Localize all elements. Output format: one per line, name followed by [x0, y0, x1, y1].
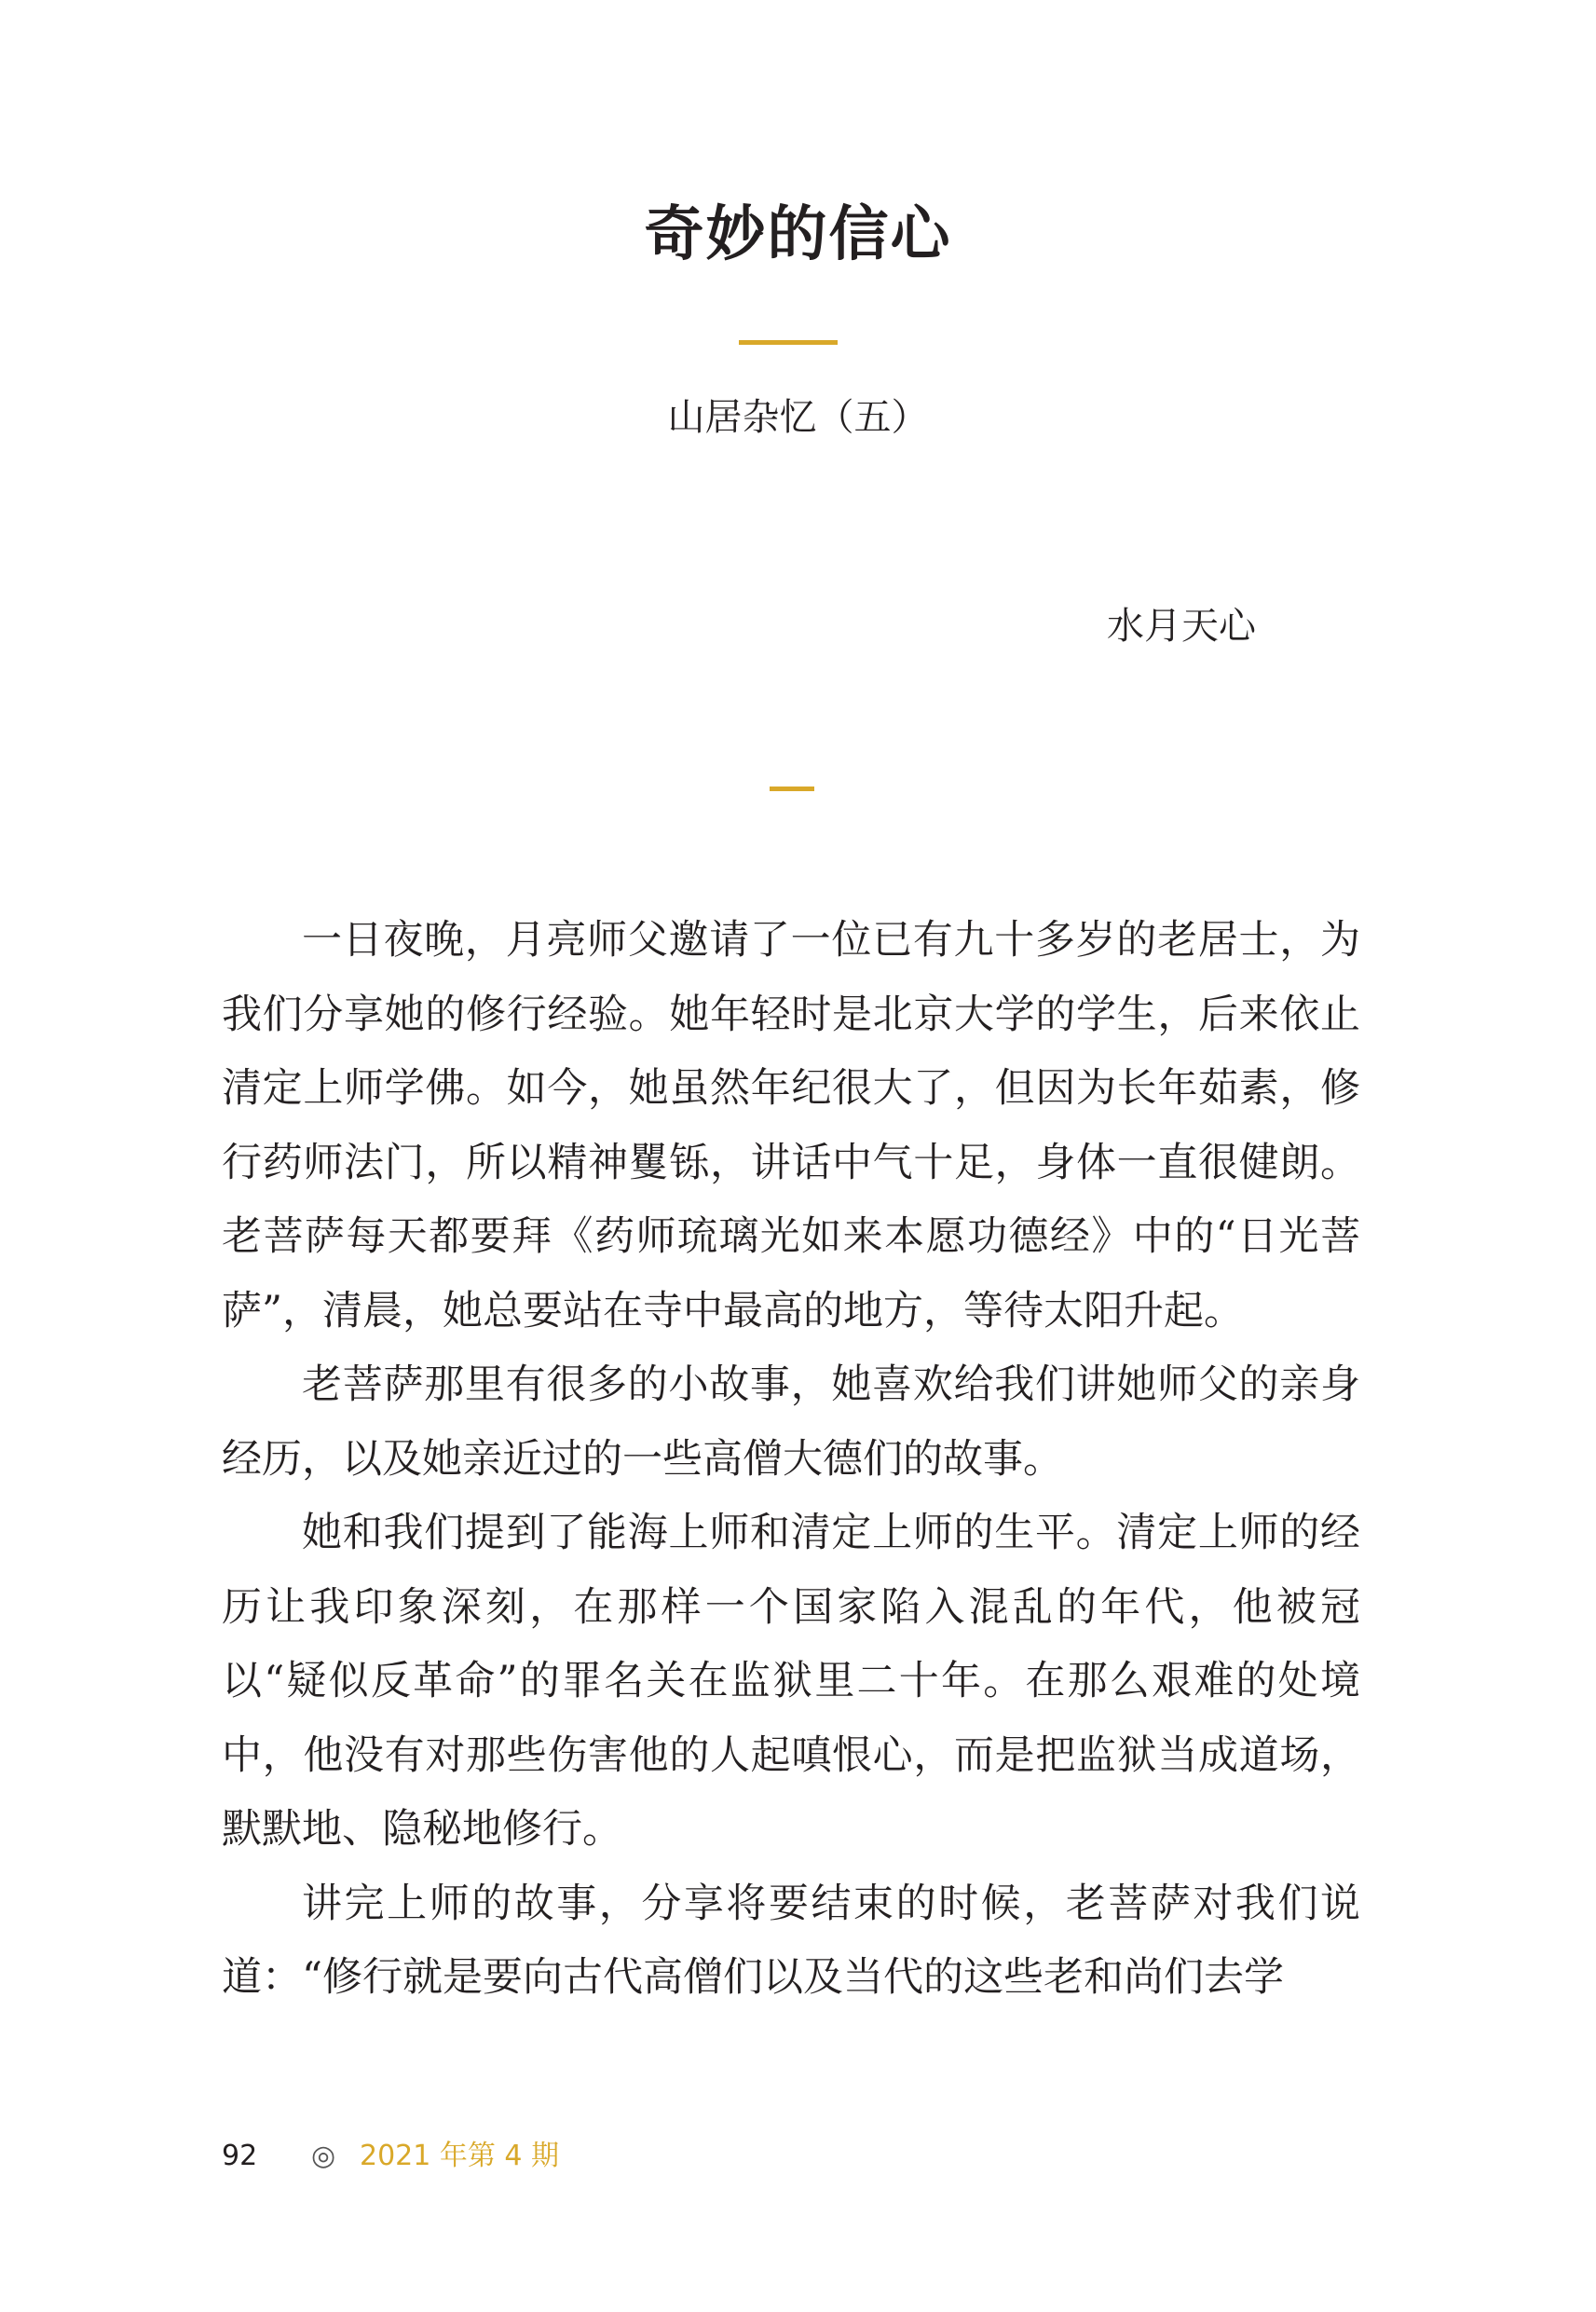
section-number-one	[770, 787, 814, 791]
author-name: 水月天心	[1107, 605, 1256, 648]
paragraph-3: 她和我们提到了能海上师和清定上师的生平。清定上师的经历让我印象深刻，在那样一个国家陷入混乱的年代，他被冠以“疑似反革命”的罪名关在监狱里二十年。在那么艰难的处境中，他没有对那些伤害他的人起嗔恨心，而是把监狱当成道场，默默地、隐秘地修行。	[222, 1510, 1360, 1853]
article-title: 奇妙的信心	[644, 199, 952, 269]
paragraph-1: 一日夜晚，月亮师父邀请了一位已有九十多岁的老居士，为我们分享她的修行经验。她年轻时是北京大学的学生，后来依止清定上师学佛。如今，她虽然年纪很大了，但因为长年茹素，修行药师法门，所以精神矍铄，讲话中气十足，身体一直很健朗。老菩萨每天都要拜《药师琉璃光如来本愿功德经》中的“日光菩萨”，清晨，她总要站在寺中最高的地方，等待太阳升起。	[222, 917, 1360, 1334]
paragraph-4: 讲完上师的故事，分享将要结束的时候，老菩萨对我们说道：“修行就是要向古代高僧们以及当代的这些老和尚们去学	[222, 1880, 1360, 2001]
title-divider	[739, 340, 838, 345]
issue-label: 2021 年第 4 期	[360, 2140, 560, 2172]
paragraph-2: 老菩萨那里有很多的小故事，她喜欢给我们讲她师父的亲身经历，以及她亲近过的一些高僧大德们的故事。	[222, 1361, 1360, 1483]
article-body	[222, 904, 1360, 2016]
article-subtitle: 山居杂忆（五）	[667, 396, 929, 439]
page-footer	[222, 2138, 559, 2175]
circle-mark-icon: ◎	[311, 2140, 336, 2172]
page-number: 92	[222, 2140, 258, 2172]
